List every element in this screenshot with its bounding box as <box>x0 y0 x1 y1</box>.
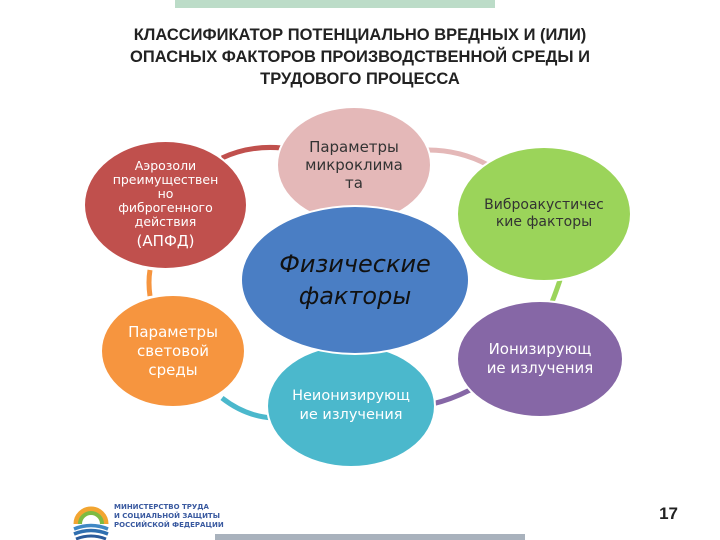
microclimate-line-2: микроклима <box>305 156 403 174</box>
ring-arc-ion-nonion <box>432 390 470 404</box>
center-node-physical-factors <box>240 205 470 355</box>
sun-rays-icon <box>70 498 112 540</box>
page-number: 17 <box>659 504 678 523</box>
aerosols-line-5: действия <box>134 214 197 229</box>
aerosols-line-3: но <box>157 186 174 201</box>
ministry-line-2: И СОЦИАЛЬНОЙ ЗАЩИТЫ <box>114 512 220 520</box>
bottom-bar <box>215 534 525 540</box>
vibroacoustic-line-1: Виброакустичес <box>484 197 604 213</box>
microclimate-line-1: Параметры <box>309 138 399 156</box>
center-line-1: Физические <box>279 250 431 278</box>
title-line-1: КЛАССИФИКАТОР ПОТЕНЦИАЛЬНО ВРЕДНЫХ И (ИЛИ) <box>133 26 587 44</box>
light-line-1: Параметры <box>128 322 218 341</box>
ministry-name <box>114 503 224 530</box>
title-line-3: ТРУДОВОГО ПРОЦЕССА <box>260 70 460 88</box>
non-ionizing-line-2: ие излучения <box>299 407 403 423</box>
ring-arc-micro-vibro <box>428 150 488 165</box>
ministry-logo <box>70 498 224 540</box>
ring-arc-aero-micro <box>222 147 282 158</box>
aerosols-line-4: фиброгенного <box>118 200 213 215</box>
light-line-2: световой <box>137 341 209 360</box>
aerosols-line-2: преимуществен <box>112 172 219 187</box>
ring-arc-light-aero <box>149 270 150 296</box>
center-line-2: факторы <box>298 282 412 310</box>
node-light <box>100 294 246 408</box>
node-vibroacoustic <box>456 146 632 282</box>
non-ionizing-line-1: Неионизирующ <box>292 388 410 404</box>
vibroacoustic-line-2: кие факторы <box>495 214 593 230</box>
ministry-line-1: МИНИСТЕРСТВО ТРУДА <box>114 503 209 511</box>
ionizing-line-2: ие излучения <box>486 359 594 377</box>
ring-arc-vibro-ion <box>552 280 560 302</box>
ionizing-line-1: Ионизирующ <box>488 340 592 358</box>
ring-arc-nonion-light <box>222 398 272 418</box>
ministry-line-3: РОССИЙСКОЙ ФЕДЕРАЦИИ <box>114 521 224 529</box>
aerosols-abbr: (АПФД) <box>136 232 195 250</box>
aerosols-line-1: Аэрозоли <box>134 158 197 173</box>
microclimate-line-3: та <box>345 174 363 192</box>
node-non-ionizing <box>266 344 436 468</box>
light-line-3: среды <box>148 360 198 379</box>
title-line-2: ОПАСНЫХ ФАКТОРОВ ПРОИЗВОДСТВЕННОЙ СРЕДЫ И <box>130 48 590 66</box>
node-aerosols <box>83 140 248 270</box>
node-ionizing <box>456 300 624 418</box>
